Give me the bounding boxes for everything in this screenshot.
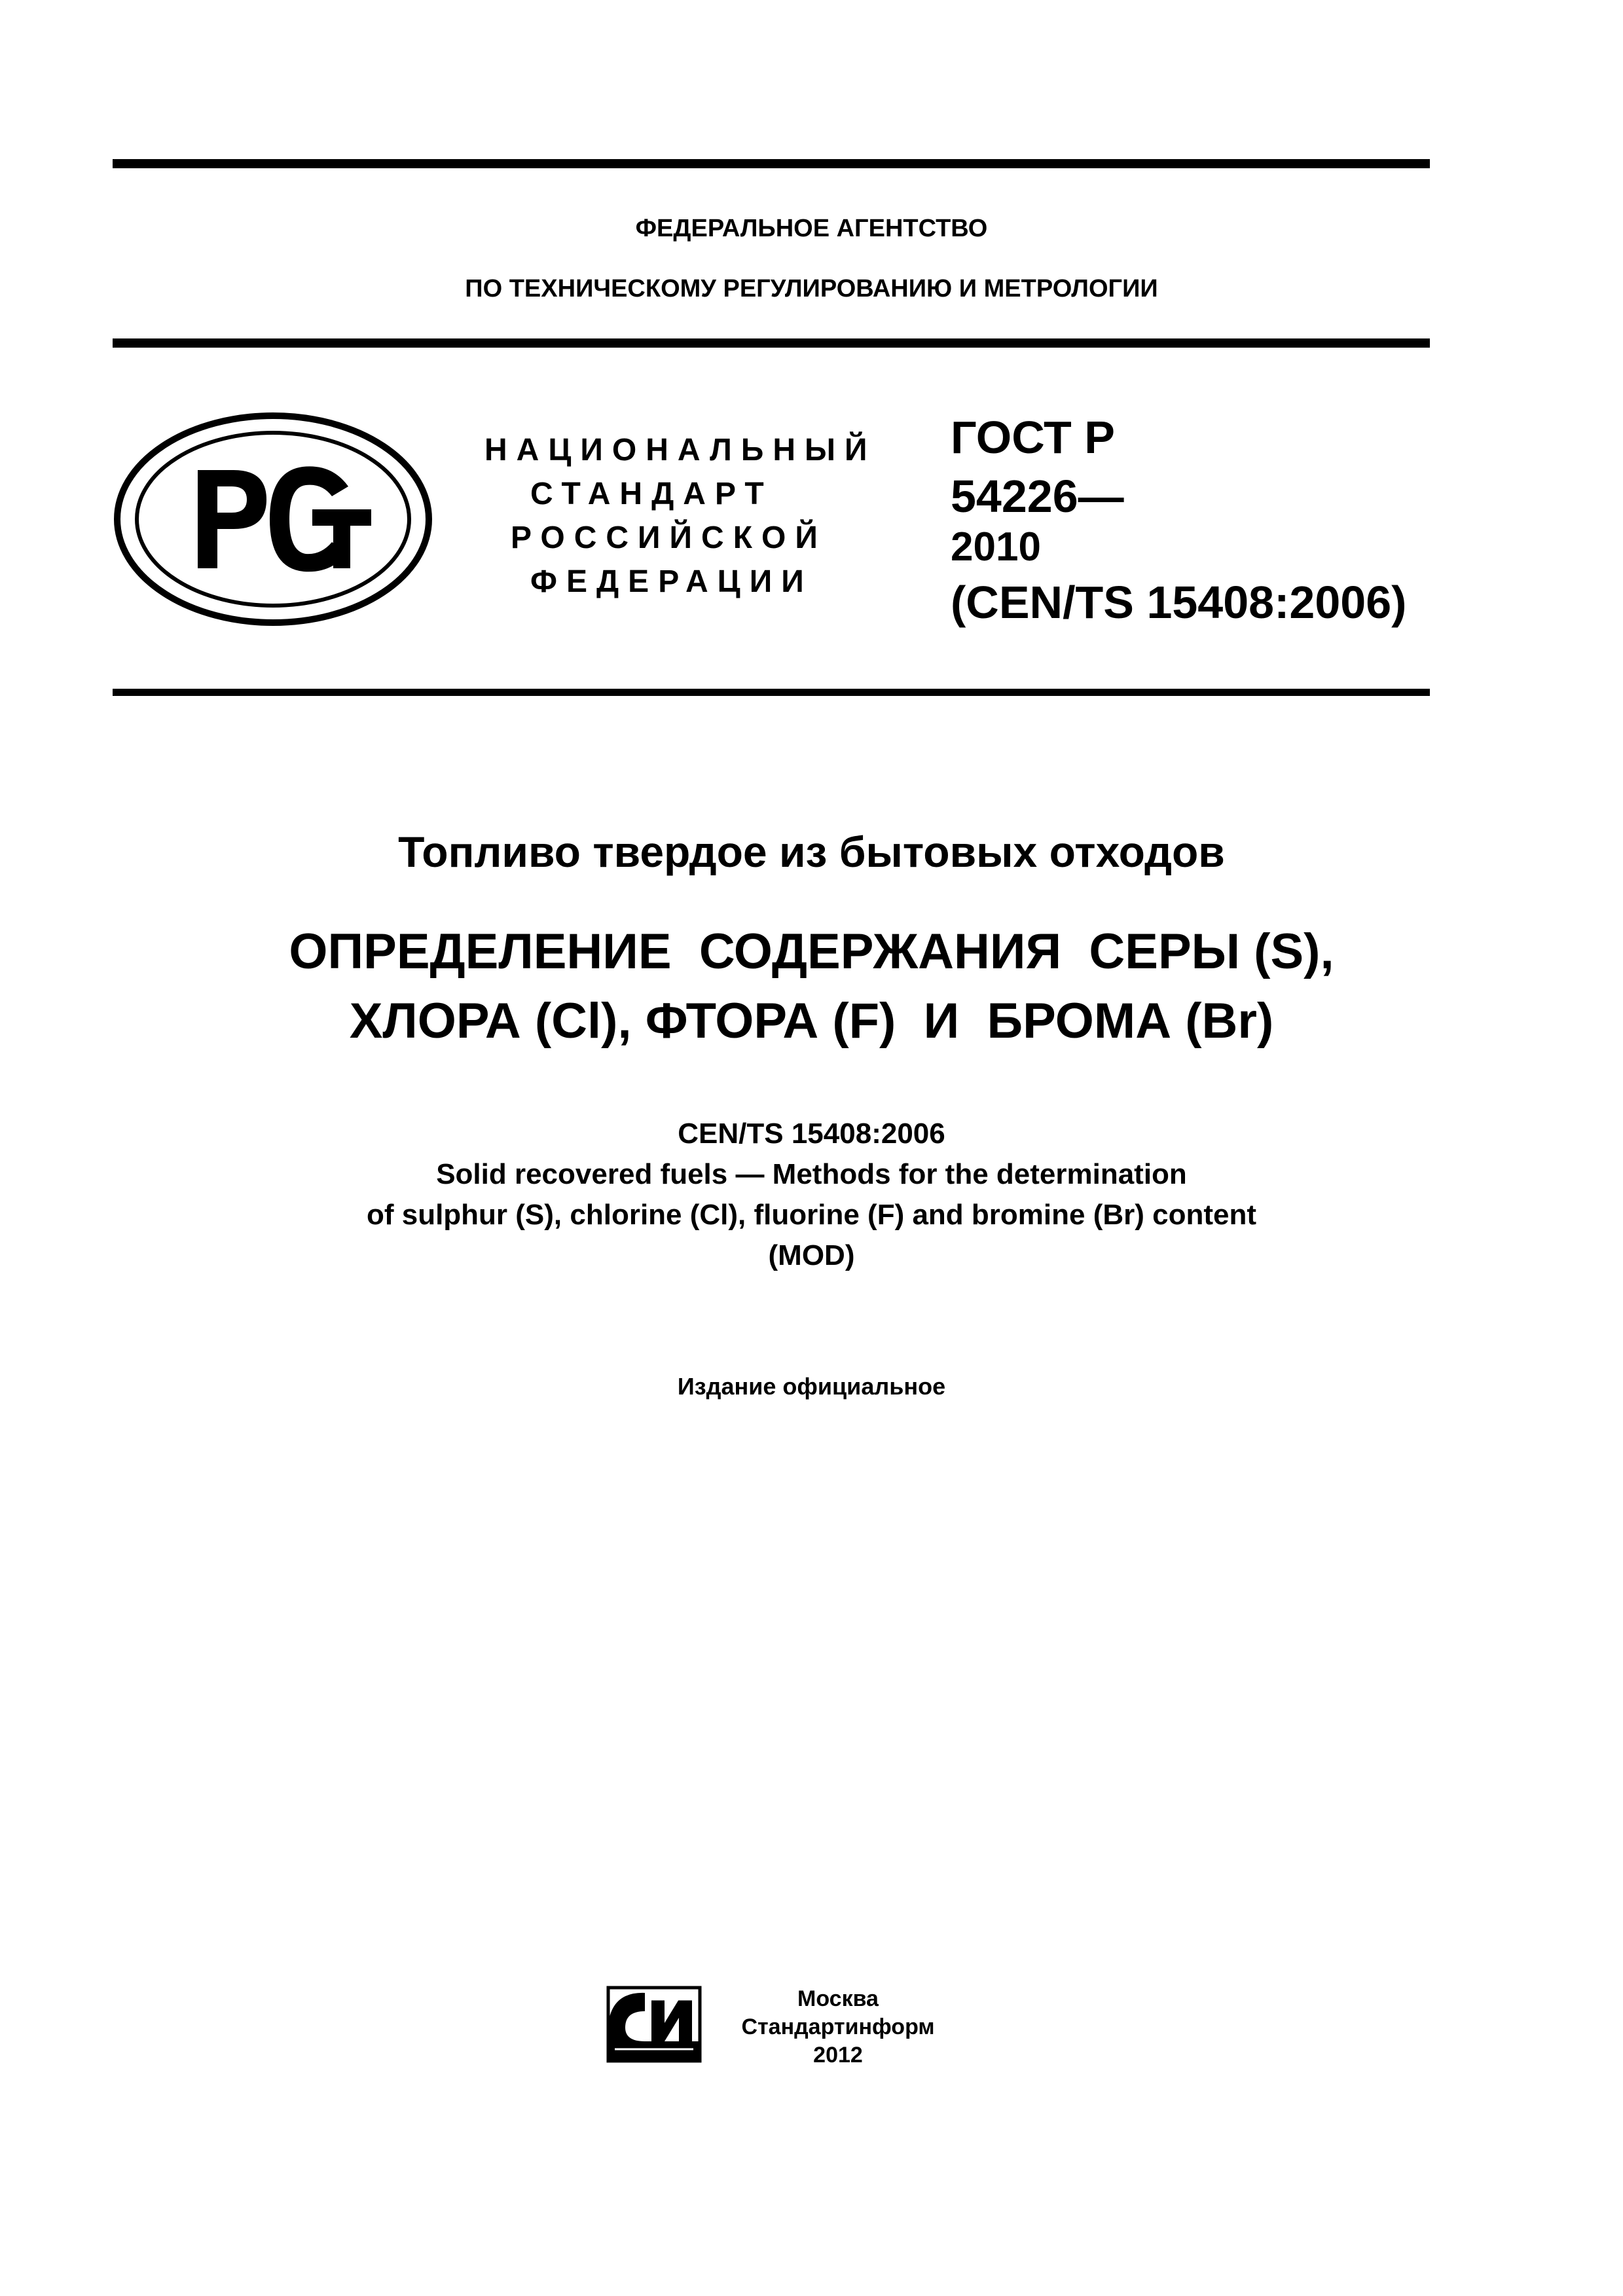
document-title-line-1: ОПРЕДЕЛЕНИЕ СОДЕРЖАНИЯ СЕРЫ (S), — [289, 924, 1334, 979]
national-standard-label-1: НАЦИОНАЛЬНЫЙ — [484, 433, 877, 467]
document-title-line-2: ХЛОРА (Cl), ФТОРА (F) И БРОМА (Br) — [349, 993, 1274, 1049]
standard-designation-line-3: 2010 — [951, 524, 1041, 570]
agency-name-line-1: ФЕДЕРАЛЬНОЕ АГЕНТСТВО — [635, 215, 988, 242]
national-standard-label-3: РОССИЙСКОЙ — [511, 520, 827, 555]
document-subtitle: Топливо твердое из бытовых отходов — [398, 828, 1225, 876]
english-title-line-4: (MOD) — [768, 1239, 855, 1271]
designation-rule — [113, 689, 1430, 696]
edition-label: Издание официальное — [677, 1373, 946, 1400]
english-title-line-3: of sulphur (S), chlorine (Cl), fluorine (F) and bromine (Br) content — [366, 1199, 1257, 1231]
standard-designation-line-2: 54226— — [951, 471, 1124, 522]
publication-year: 2012 — [813, 2043, 863, 2068]
header-rule — [113, 338, 1430, 348]
national-standard-label-4: ФЕДЕРАЦИИ — [530, 564, 813, 599]
standard-designation-line-1: ГОСТ Р — [951, 412, 1115, 463]
standartinform-logo-icon — [606, 1985, 702, 2064]
top-rule — [113, 159, 1430, 168]
national-standard-label-2: СТАНДАРТ — [530, 477, 773, 511]
publisher-city: Москва — [797, 1986, 879, 2011]
publisher-name: Стандартинформ — [741, 2014, 935, 2039]
english-title-line-1: CEN/TS 15408:2006 — [678, 1118, 945, 1150]
gost-r-pct-logo-icon — [113, 411, 433, 627]
agency-name-line-2: ПО ТЕХНИЧЕСКОМУ РЕГУЛИРОВАНИЮ И МЕТРОЛОГИИ — [465, 275, 1158, 302]
english-title-line-2: Solid recovered fuels — Methods for the determination — [436, 1158, 1187, 1190]
standard-designation-line-4: (CEN/TS 15408:2006) — [951, 577, 1407, 628]
